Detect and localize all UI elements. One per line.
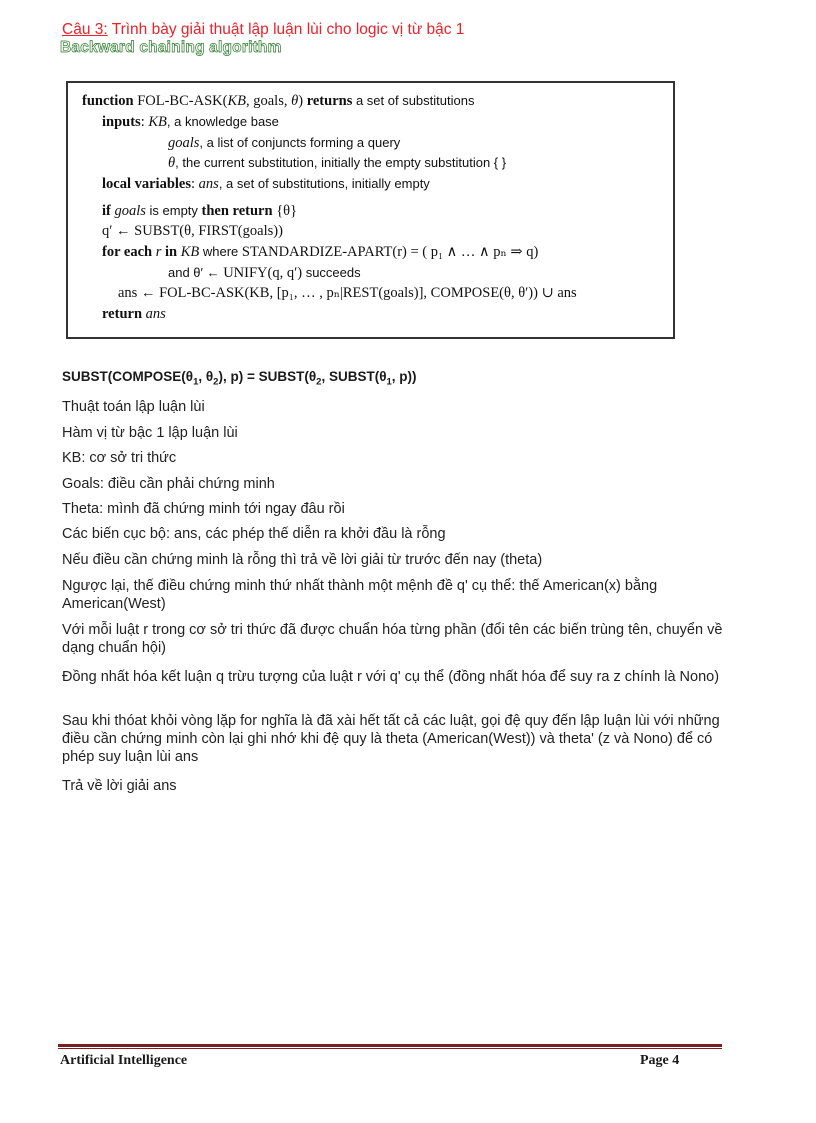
- algo-line-8: for each r in KB where STANDARDIZE-APART(r) = ( p₁ ∧ … ∧ pₙ ⇒ q): [102, 244, 539, 260]
- question-heading: [62, 21, 464, 39]
- footer-course-title: Artificial Intelligence: [60, 1053, 188, 1068]
- footer-divider-thin: [58, 1048, 722, 1049]
- subst-compose-formula: $SUBST(COMPOSE(\theta_1$, $\theta_2$), $p) = SUBST(\theta_2$, $SUBST(\theta_1$, p)): [62, 369, 417, 388]
- algo-line-6: if goals is empty then return {θ}: [102, 203, 298, 219]
- algo-line-3: goals, a list of conjuncts forming a query: [168, 135, 401, 151]
- footer-divider: [58, 1044, 722, 1047]
- algo-line-10: ans ← FOL-BC-ASK(KB, [p₁, … , pₙ|REST(goals)], COMPOSE(θ, θ′)) ∪ ans: [118, 285, 577, 301]
- paragraph: Hàm vị từ bậc 1 lập luận lùi: [62, 425, 238, 441]
- algo-line-4: θ, the current substitution, initially the empty substitution { }: [168, 155, 507, 171]
- paragraph: Đồng nhất hóa kết luận q trừu tượng của luật r với q' cụ thể (đồng nhất hóa để suy ra z chính là Nono): [62, 669, 720, 685]
- paragraph: Thuật toán lập luận lùi: [62, 399, 205, 415]
- algo-line-11: return ans: [102, 306, 166, 322]
- paragraph: Theta: mình đã chứng minh tới ngay đâu rồi: [62, 501, 345, 517]
- algo-line-7: q′ ← SUBST(θ, FIRST(goals)): [102, 223, 283, 239]
- algorithm-subheading: Backward chaining algorithm: [60, 39, 282, 56]
- algo-line-5: local variables: ans, a set of substitutions, initially empty: [102, 176, 430, 192]
- footer-page-number: Page 4: [640, 1053, 680, 1068]
- paragraph: Goals: điều cần phải chứng minh: [62, 476, 275, 492]
- algo-line-9: and θ′ ← UNIFY(q, q′) succeeds: [168, 265, 361, 281]
- paragraph: Sau khi thóat khỏi vòng lặp for nghĩa là đã xài hết tất cả các luật, gọi đệ quy đến lập luận lùi với những điều cần chứng minh còn lại ghi nhớ khi đệ quy là theta (American(West)) và theta' (z và Nono) để có phép suy luận lùi ans: [62, 713, 720, 765]
- algo-line-1: function FOL-BC-ASK(KB, goals, θ) returns a set of substitutions: [82, 93, 475, 109]
- paragraph: Trả về lời giải ans: [62, 778, 177, 794]
- algorithm-box: [66, 81, 675, 339]
- paragraph: Với mỗi luật r trong cơ sở tri thức đã được chuẩn hóa từng phần (đổi tên các biến trùng tên, chuyển về dạng chuẩn hội): [62, 622, 723, 656]
- paragraph: Các biến cục bộ: ans, các phép thế diễn ra khởi đầu là rỗng: [62, 526, 446, 542]
- question-text: Trình bày giải thuật lập luận lùi cho logic vị từ bậc 1: [107, 21, 465, 38]
- question-label: Câu 3:: [62, 21, 108, 38]
- paragraph: Nếu điều cần chứng minh là rỗng thì trả về lời giải từ trước đến nay (theta): [62, 552, 543, 568]
- paragraph: KB: cơ sở tri thức: [62, 450, 177, 466]
- algo-line-2: inputs: KB, a knowledge base: [102, 114, 279, 130]
- paragraph: Ngược lại, thế điều chứng minh thứ nhất thành một mệnh đề q' cụ thể: thế American(x) bằng American(West): [62, 578, 658, 612]
